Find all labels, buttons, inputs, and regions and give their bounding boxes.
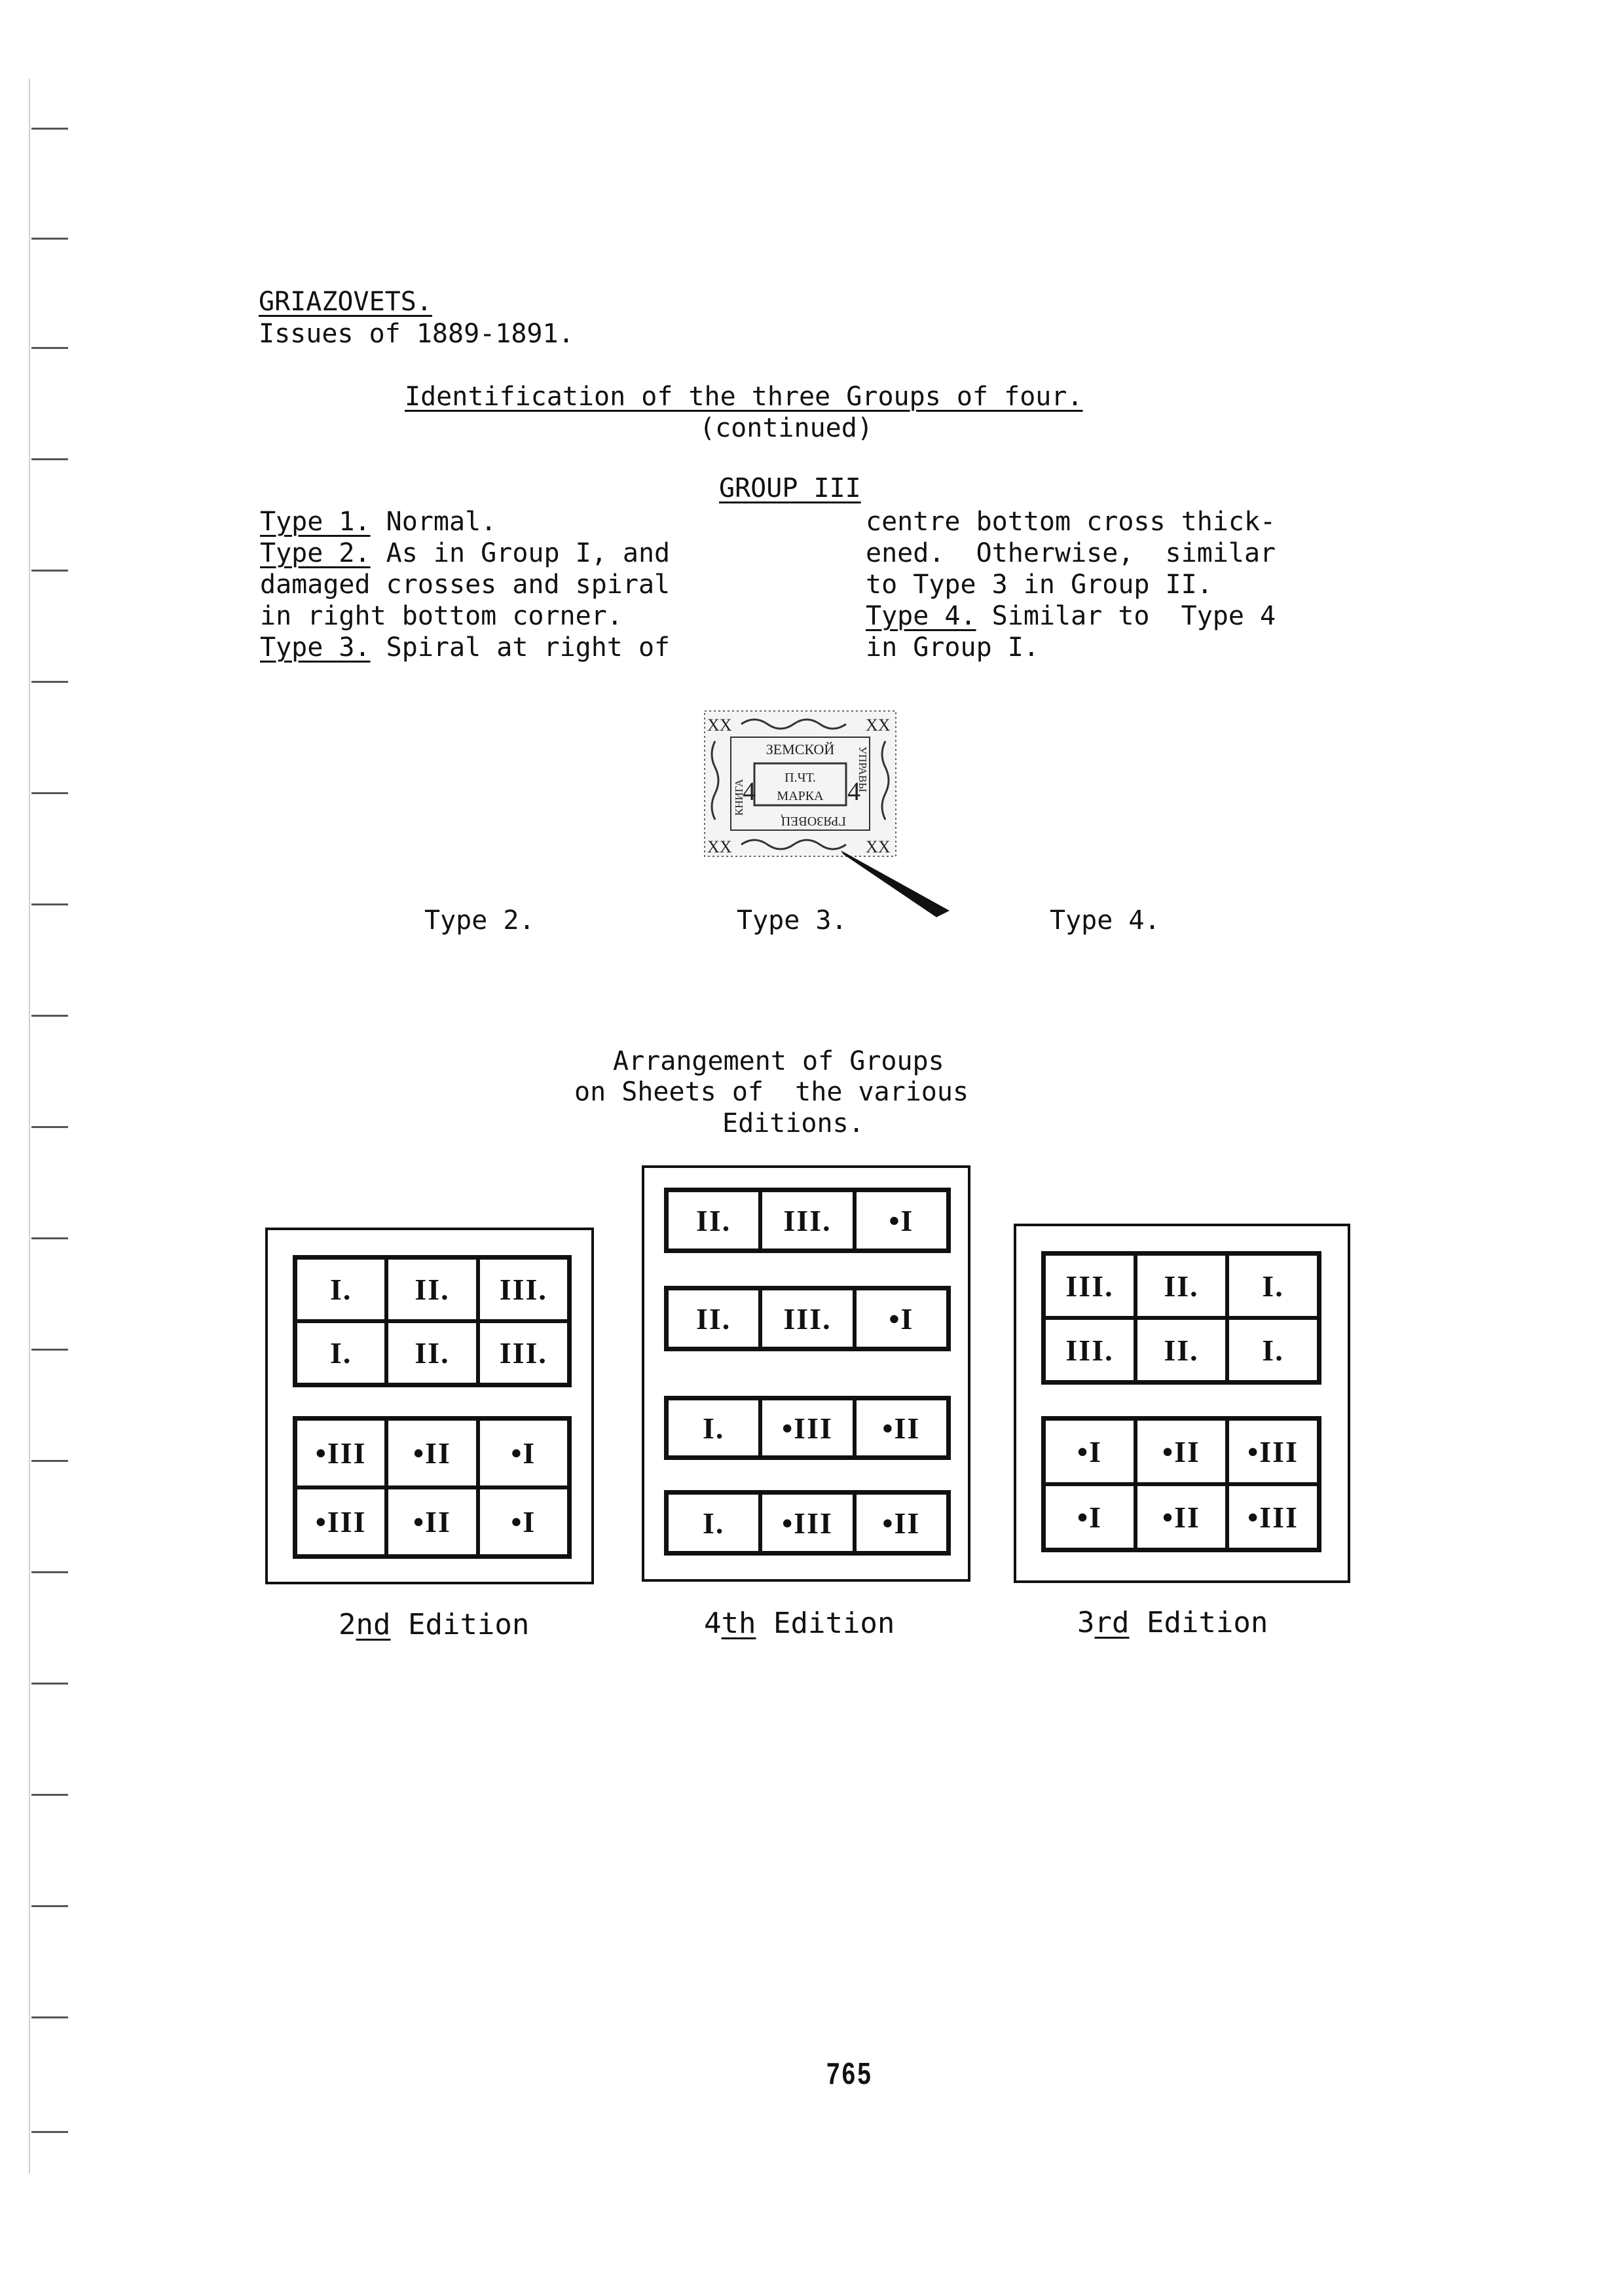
page-number: 765 bbox=[826, 2056, 873, 2090]
place-heading: GRIAZOVETS. bbox=[259, 287, 432, 317]
group-block bbox=[1041, 1251, 1321, 1385]
group-cell: II. bbox=[667, 1190, 760, 1250]
margin-notch bbox=[31, 1571, 68, 1573]
type-line bbox=[866, 538, 1276, 569]
margin-notch bbox=[31, 570, 68, 572]
type-text: damaged crosses and spiral bbox=[260, 570, 671, 600]
group-cell: III. bbox=[760, 1288, 854, 1349]
type-line bbox=[260, 632, 670, 663]
group-block bbox=[664, 1188, 951, 1253]
group-cell: •II bbox=[855, 1493, 948, 1553]
group-cell: •II bbox=[1135, 1484, 1227, 1550]
section-title: Identification of the three Groups of four. bbox=[405, 382, 1083, 412]
type-line bbox=[866, 600, 1276, 632]
type-line bbox=[260, 569, 670, 600]
caption-2nd-edition: 2nd Edition bbox=[339, 1608, 530, 1641]
type-text: to Type 3 in Group II. bbox=[866, 570, 1213, 600]
group-cell: •I bbox=[855, 1190, 948, 1250]
group-cell: I. bbox=[667, 1493, 760, 1553]
group-cell: •I bbox=[1044, 1484, 1135, 1550]
stamp-right-text: УПРАВЫ bbox=[857, 746, 869, 793]
group-cell: •III bbox=[1227, 1484, 1319, 1550]
group-cell: I. bbox=[667, 1398, 760, 1457]
binding-margin bbox=[0, 0, 79, 2296]
group-cell: III. bbox=[478, 1321, 569, 1385]
type-text: centre bottom cross thick- bbox=[866, 507, 1276, 537]
margin-notch bbox=[31, 238, 68, 240]
group-cell: I. bbox=[295, 1321, 386, 1385]
group-cell: •II bbox=[386, 1419, 477, 1487]
margin-notch bbox=[31, 903, 68, 905]
type-text: ened. Otherwise, similar bbox=[866, 538, 1276, 568]
group-cell: •II bbox=[1135, 1419, 1227, 1484]
group-cell: III. bbox=[478, 1258, 569, 1321]
margin-notch bbox=[31, 1126, 68, 1128]
type-text: Normal. bbox=[370, 507, 497, 537]
type-text: Similar to Type 4 bbox=[976, 601, 1276, 631]
group-cell: •II bbox=[386, 1487, 477, 1556]
group-cell: •II bbox=[855, 1398, 948, 1457]
issues-heading: Issues of 1889-1891. bbox=[259, 319, 574, 349]
arrangement-line-2: on Sheets of the various bbox=[574, 1077, 969, 1107]
sheet-2nd-edition bbox=[265, 1228, 594, 1584]
margin-notch bbox=[31, 1015, 68, 1017]
group-block bbox=[664, 1490, 951, 1556]
svg-text:XX: XX bbox=[866, 716, 891, 735]
type-label: Type 1. bbox=[260, 507, 371, 537]
svg-text:XX: XX bbox=[866, 837, 891, 856]
sheet-3rd-edition bbox=[1014, 1224, 1350, 1583]
type-label: Type 4. bbox=[866, 601, 976, 631]
group-cell: •III bbox=[1227, 1419, 1319, 1484]
group-cell: •III bbox=[760, 1398, 854, 1457]
section-continued: (continued) bbox=[699, 413, 873, 443]
margin-notch bbox=[31, 458, 68, 460]
margin-notch bbox=[31, 1349, 68, 1351]
group-block bbox=[664, 1396, 951, 1460]
type-line bbox=[260, 538, 670, 569]
stamp-mid1-text: П.ЧТ. bbox=[784, 771, 816, 785]
margin-notch bbox=[31, 1905, 68, 1907]
pointer-arrow bbox=[838, 848, 956, 920]
caption-type-2: Type 2. bbox=[424, 905, 535, 936]
caption-type-4: Type 4. bbox=[1050, 905, 1160, 936]
caption-type-3: Type 3. bbox=[737, 905, 847, 936]
stamp-value-right: 4 bbox=[847, 776, 860, 806]
stamp-value-left: 4 bbox=[743, 776, 756, 806]
caption-3rd-edition: 3rd Edition bbox=[1077, 1606, 1268, 1639]
group-cell: •I bbox=[1044, 1419, 1135, 1484]
margin-notch bbox=[31, 2016, 68, 2018]
arrangement-line-1: Arrangement of Groups bbox=[613, 1046, 944, 1076]
group-cell: II. bbox=[1135, 1254, 1227, 1318]
type-text: As in Group I, and bbox=[370, 538, 671, 568]
binding-line bbox=[29, 79, 30, 2174]
margin-notch bbox=[31, 792, 68, 794]
group-cell: II. bbox=[386, 1321, 477, 1385]
stamp-svg bbox=[702, 708, 898, 859]
group-cell: III. bbox=[760, 1190, 854, 1250]
margin-notch bbox=[31, 1794, 68, 1796]
stamp-illustration bbox=[702, 708, 898, 859]
stamp-mid2-text: МАРКА bbox=[777, 789, 824, 803]
group-cell: •I bbox=[855, 1288, 948, 1349]
group-heading: GROUP III bbox=[719, 473, 861, 503]
group-cell: •III bbox=[760, 1493, 854, 1553]
margin-notch bbox=[31, 128, 68, 130]
group-cell: III. bbox=[1044, 1254, 1135, 1318]
group-cell: I. bbox=[295, 1258, 386, 1321]
type-line bbox=[866, 569, 1276, 600]
svg-text:XX: XX bbox=[707, 837, 732, 856]
arrangement-line-3: Editions. bbox=[722, 1108, 864, 1139]
group-cell: I. bbox=[1227, 1254, 1319, 1318]
group-block bbox=[1041, 1416, 1321, 1552]
type-label: Type 2. bbox=[260, 538, 371, 568]
margin-notch bbox=[31, 1460, 68, 1462]
group-cell: I. bbox=[1227, 1318, 1319, 1382]
margin-notch bbox=[31, 1237, 68, 1239]
margin-notch bbox=[31, 681, 68, 683]
type-line bbox=[260, 600, 670, 632]
stamp-bottom-text: ГРЯЗОВЕЦ bbox=[781, 814, 846, 828]
type-line bbox=[260, 506, 670, 538]
type-text: in Group I. bbox=[866, 632, 1039, 663]
group-cell: III. bbox=[1044, 1318, 1135, 1382]
types-right-column bbox=[866, 506, 1276, 663]
type-line bbox=[866, 632, 1276, 663]
group-block bbox=[293, 1255, 572, 1387]
stamp-top-text: ЗЕМСКОЙ bbox=[766, 741, 835, 757]
stamp-left-text: КНИГА bbox=[733, 778, 745, 816]
type-text: Spiral at right of bbox=[370, 632, 671, 663]
margin-notch bbox=[31, 1683, 68, 1685]
types-left-column bbox=[260, 506, 670, 663]
sheet-4th-edition bbox=[642, 1165, 970, 1582]
group-cell: •III bbox=[295, 1487, 386, 1556]
group-cell: II. bbox=[667, 1288, 760, 1349]
type-line bbox=[866, 506, 1276, 538]
margin-notch bbox=[31, 347, 68, 349]
group-cell: •I bbox=[478, 1419, 569, 1487]
group-cell: •I bbox=[478, 1487, 569, 1556]
group-cell: II. bbox=[386, 1258, 477, 1321]
margin-notch bbox=[31, 2131, 68, 2133]
group-block bbox=[664, 1286, 951, 1351]
group-cell: •III bbox=[295, 1419, 386, 1487]
caption-4th-edition: 4th Edition bbox=[704, 1607, 895, 1640]
svg-text:XX: XX bbox=[707, 716, 732, 735]
type-text: in right bottom corner. bbox=[260, 601, 623, 631]
group-cell: II. bbox=[1135, 1318, 1227, 1382]
group-block bbox=[293, 1416, 572, 1559]
type-label: Type 3. bbox=[260, 632, 371, 663]
